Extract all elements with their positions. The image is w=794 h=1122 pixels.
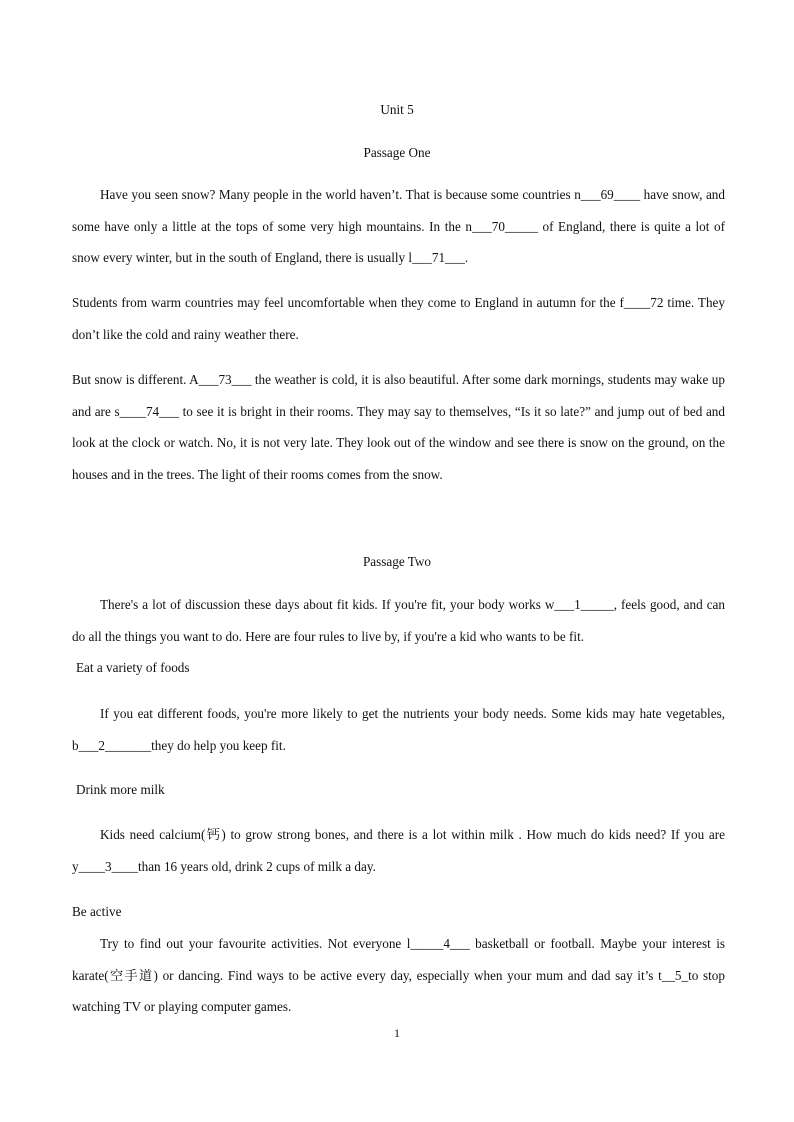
paragraph-text: Have you seen snow? Many people in the world haven’t. That is because some countries n___69____ have snow, and some have only a little at the tops of some very high mountains. In the n___70_____ of England, there is quite a lot of snow every winter, but in the south of England, there is usually l___71___.	[72, 187, 725, 266]
paragraph-text: Try to find out your favourite activities. Not everyone l_____4___ basketball or football. Maybe your interest is karate(空手道) or dancing. Find ways to be active every day, especially when your mum and dad say it’s t__5_to stop watching TV or playing computer games.	[72, 936, 725, 1015]
paragraph-text: There's a lot of discussion these days about fit kids. If you're fit, your body works w___1_____, feels good, and can do all the things you want to do. Here are four rules to live by, if you're a kid who wants to be fit.	[72, 597, 725, 644]
passage-one-paragraph-2	[72, 287, 725, 350]
paragraph-text: Students from warm countries may feel uncomfortable when they come to England in autumn for the f____72 time. They don’t like the cold and rainy weather there.	[72, 295, 725, 342]
passage-one-paragraph-3	[72, 364, 725, 491]
passage-two-title: Passage Two	[362, 554, 432, 569]
rule-heading-3: Be active	[72, 904, 122, 919]
rule-text-2	[72, 819, 725, 882]
rule-text-1	[72, 698, 725, 761]
rule-text-3	[72, 928, 725, 1023]
rule-heading-1: Eat a variety of foods	[76, 660, 190, 675]
paragraph-text: But snow is different. A___73___ the weather is cold, it is also beautiful. After some dark mornings, students may wake up and are s____74___ to see it is bright in their rooms. They may say to themselves, “Is it so late?” and jump out of bed and look at the clock or watch. No, it is not very late. They look out of the window and see there is snow on the ground, on the houses and in the trees. The light of their rooms comes from the snow.	[72, 372, 725, 483]
passage-one-paragraph-1	[72, 179, 725, 274]
unit-title: Unit 5	[380, 102, 414, 117]
rule-heading-2: Drink more milk	[76, 782, 165, 797]
paragraph-text: If you eat different foods, you're more likely to get the nutrients your body needs. Some kids may hate vegetables, b___2_______they do help you keep fit.	[72, 706, 725, 753]
passage-one-title: Passage One	[363, 145, 431, 160]
passage-two-intro	[72, 589, 725, 652]
page-number: 1	[394, 1026, 400, 1040]
paragraph-text: Kids need calcium(钙) to grow strong bones, and there is a lot within milk . How much do kids need? If you are y____3____than 16 years old, drink 2 cups of milk a day.	[72, 827, 725, 874]
